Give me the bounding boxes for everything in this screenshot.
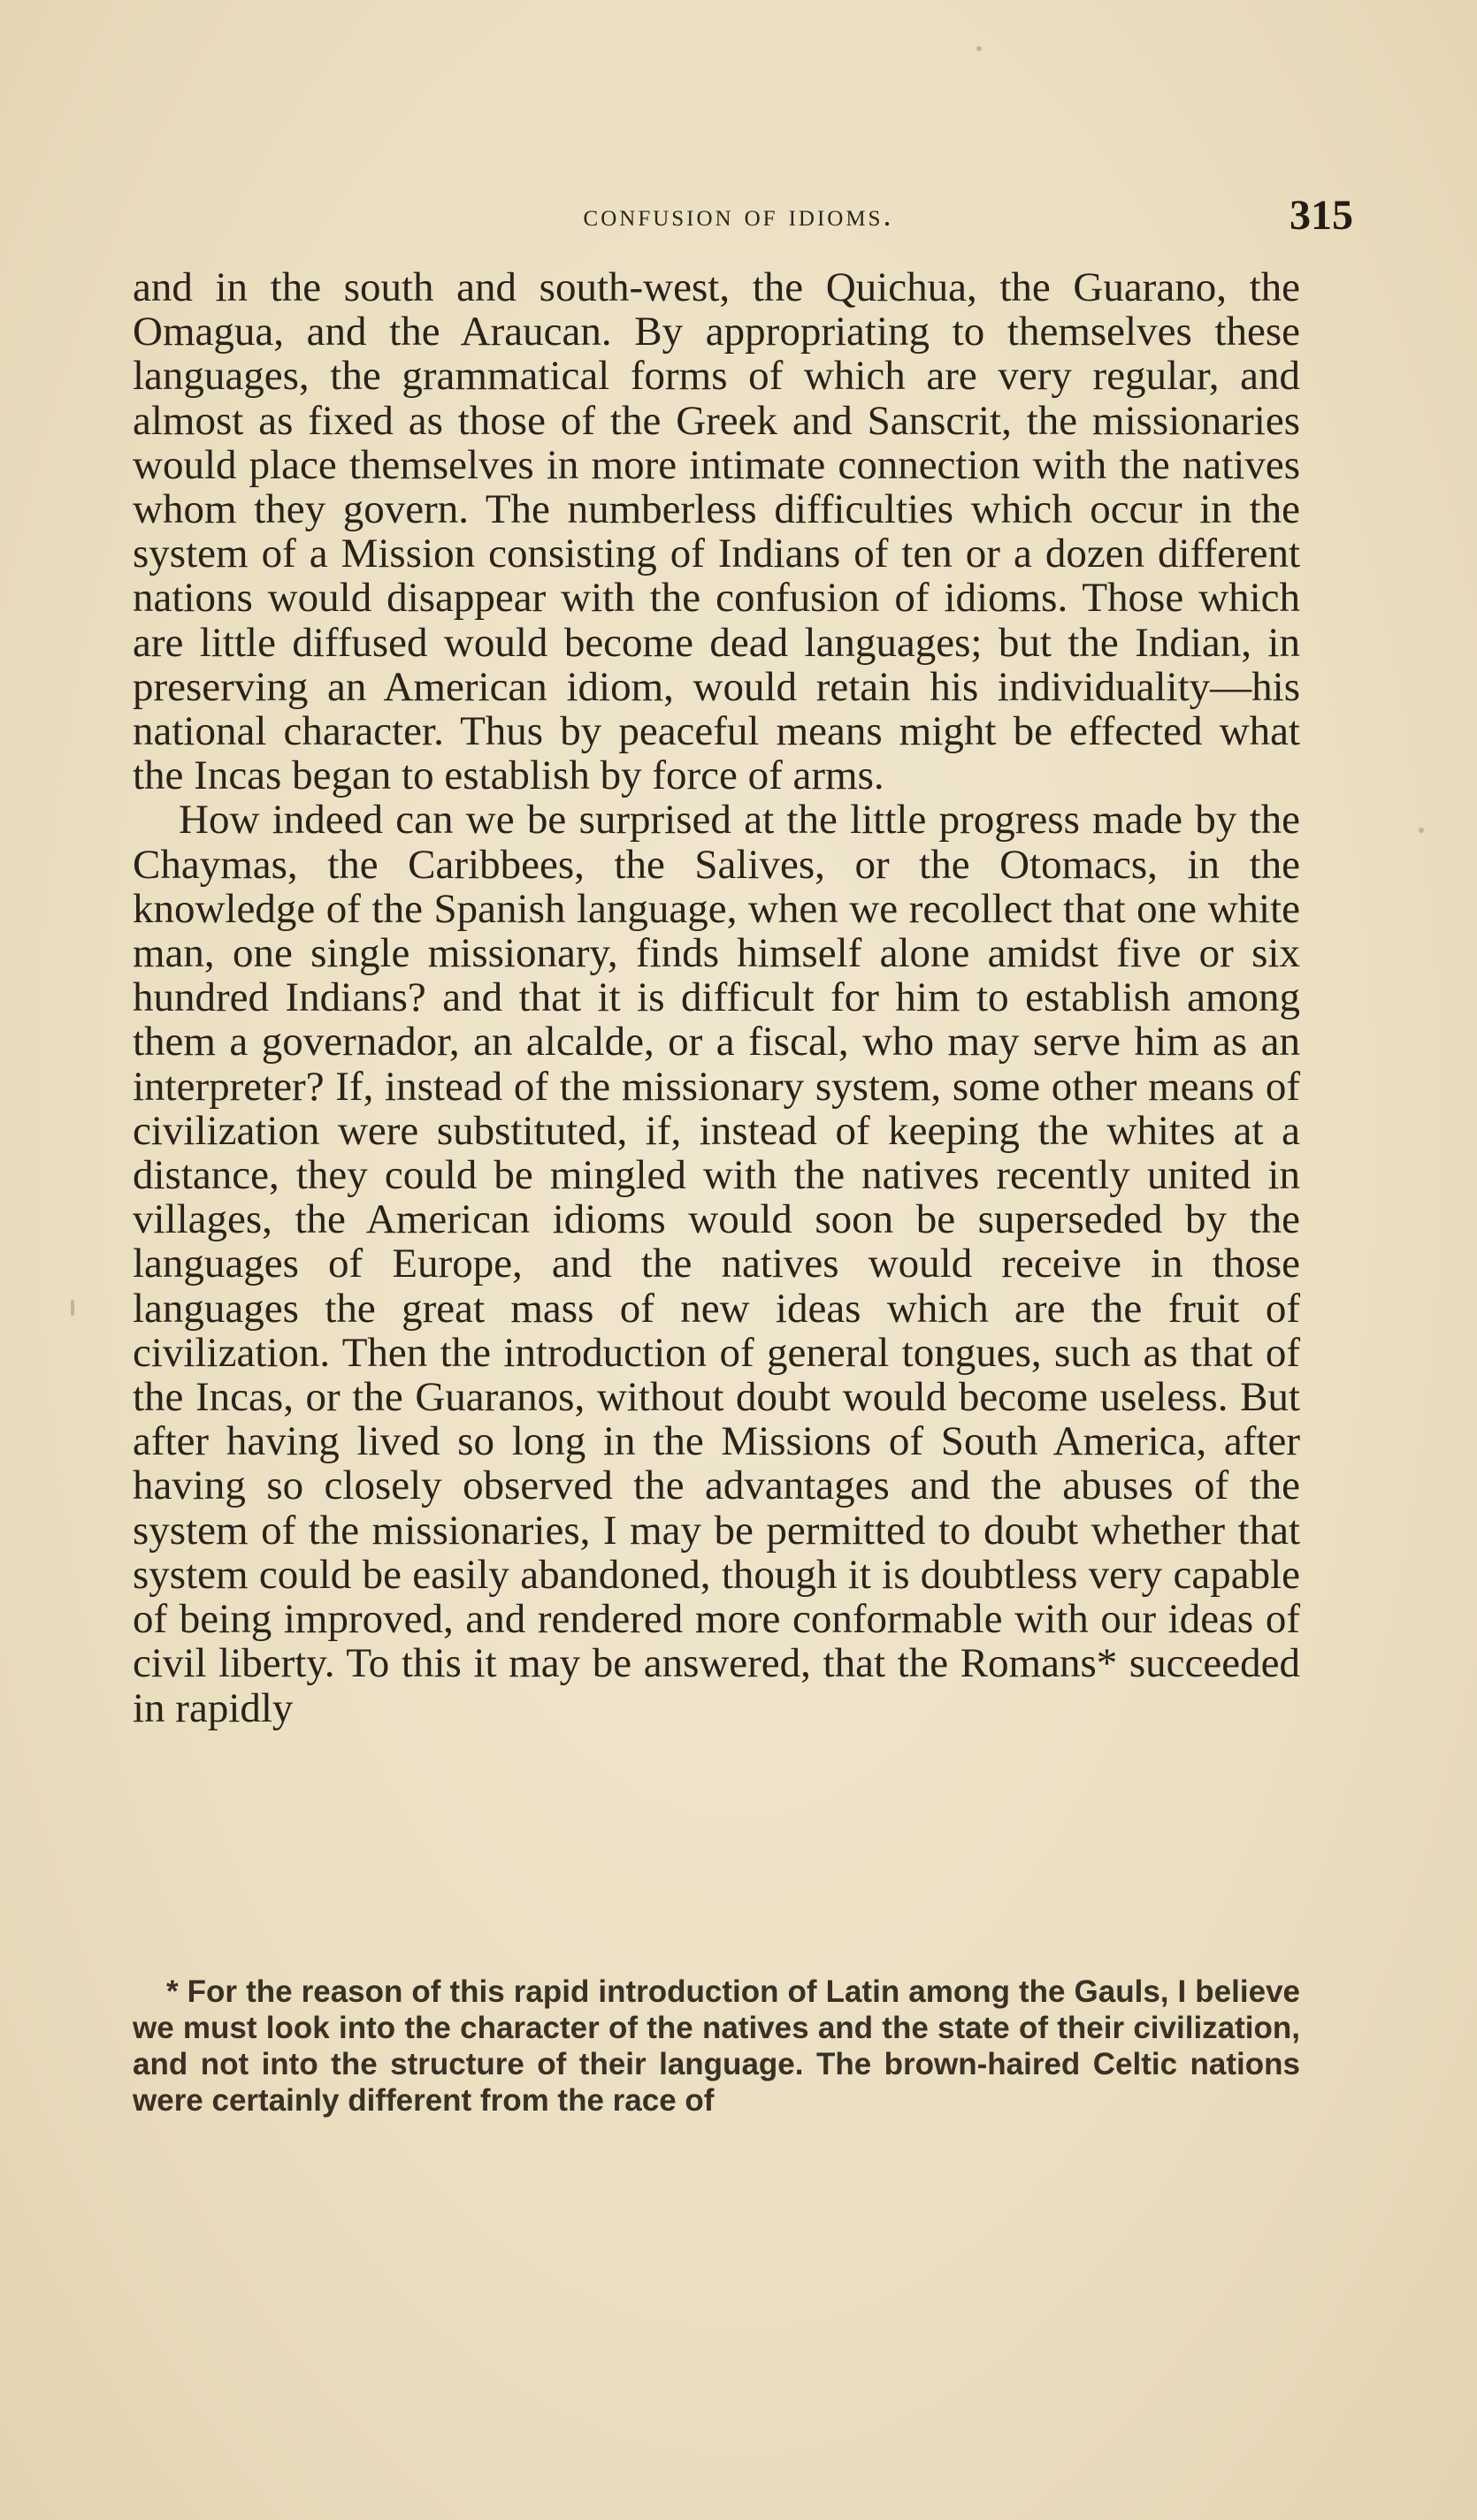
page-header <box>0 191 1477 244</box>
paper-speck <box>1419 828 1424 833</box>
running-title: confusion of idioms. <box>583 197 894 233</box>
paragraph-1: and in the south and south-west, the Quichua, the Guarano, the Omagua, and the Araucan. By appropriating to themselves these languages, the grammatical forms of which are very regular, and almost as fixed as those of the Greek and Sanscrit, the missionaries would place themselves in more intimate connection with the natives whom they govern. The numberless difficulties which occur in the system of a Mission consisting of Indians of ten or a dozen different nations would disappear with the confusion of idioms. Those which are little diffused would become dead languages; but the Indian, in preserving an American idiom, would retain his individuality—his national character. Thus by peaceful means might be effected what the Incas began to establish by force of arms. <box>133 264 1300 799</box>
body-text <box>133 265 1300 1730</box>
paragraph-2: How indeed can we be surprised at the little progress made by the Chaymas, the Caribbees, the Salives, or the Otomacs, in the knowledge of the Spanish language, when we recollect that one white man, one single missionary, finds himself alone amidst five or six hundred Indians? and that it is difficult for him to establish among them a governador, an alcalde, or a fiscal, who may serve him as an interpreter? If, instead of the missionary system, some other means of civilization were substituted, if, instead of keeping the whites at a distance, they could be mingled with the natives recently united in villages, the American idioms would soon be superseded by the languages of Europe, and the natives would receive in those languages the great mass of new ideas which are the fruit of civilization. Then the introduction of general tongues, such as that of the Incas, or the Guaranos, without doubt would become useless. But after having lived so long in the Missions of South America, after having so closely observed the advantages and the abuses of the system of the missionaries, I may be permitted to doubt whether that system could be easily abandoned, though it is doubtless very capable of being improved, and rendered more conformable with our ideas of civil liberty. To this it may be answered, that the Romans* succeeded in rapidly <box>133 797 1300 1731</box>
page-number: 315 <box>1290 192 1353 239</box>
paper-speck <box>71 1300 74 1316</box>
footnote-text: * For the reason of this rapid introduction of Latin among the Gauls, I believe we must look into the character of the natives and the state of their civilization, and not into the structure of their language. The brown-haired Celtic nations were certainly different from the race of <box>133 1974 1300 2118</box>
footnote <box>133 1974 1300 2119</box>
paper-speck <box>976 46 982 51</box>
